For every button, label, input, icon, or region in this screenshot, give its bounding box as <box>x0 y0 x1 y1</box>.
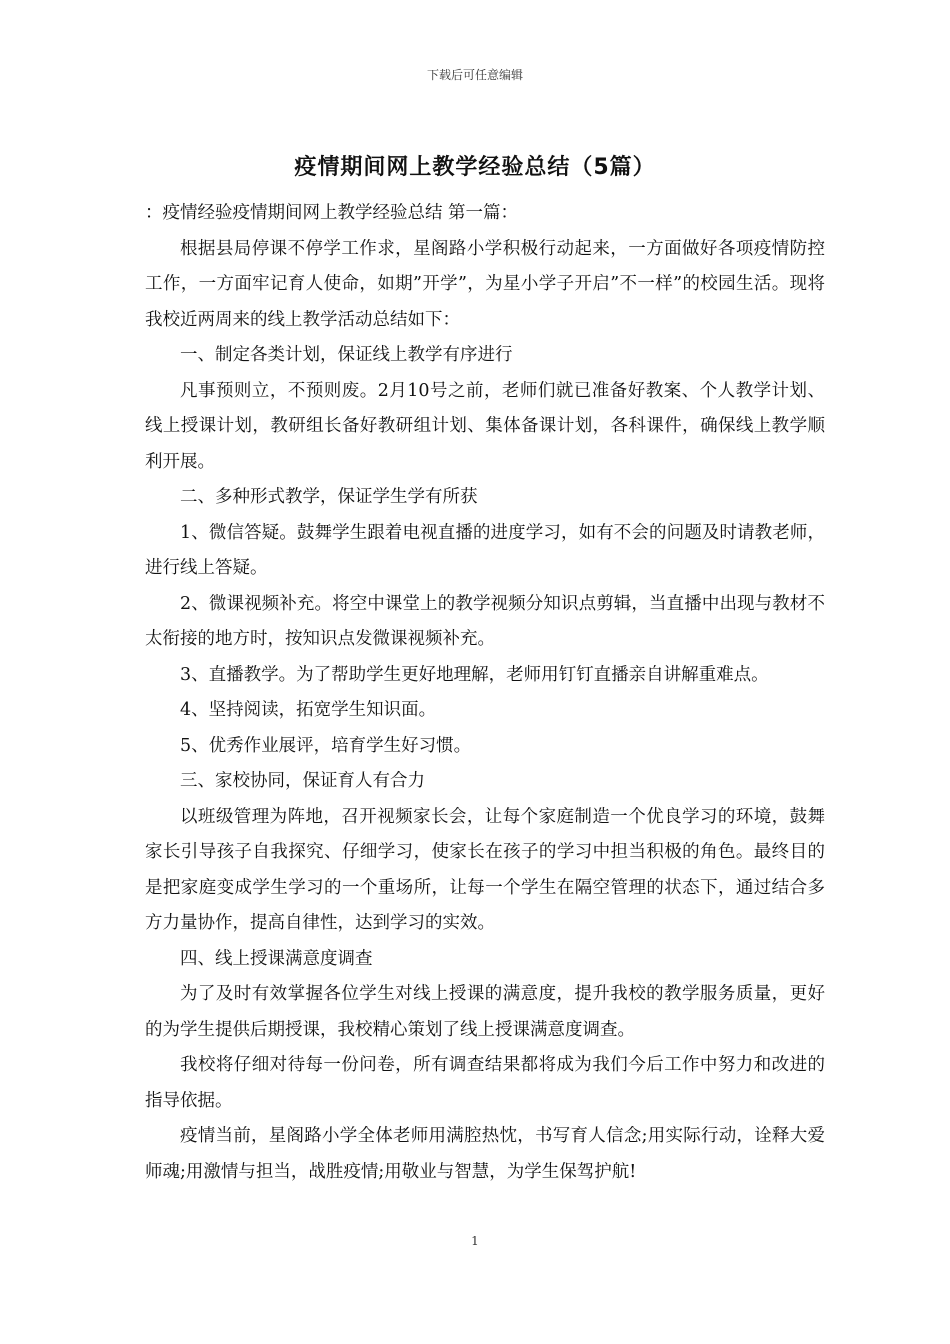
list-item: 1、微信答疑。鼓舞学生跟着电视直播的进度学习，如有不会的问题及时请教老师，进行线上答疑。 <box>145 522 825 578</box>
list-item: 5、优秀作业展评，培育学生好习惯。 <box>180 735 472 756</box>
section-heading: 二、多种形式教学，保证学生学有所获 <box>180 487 478 507</box>
list-item: 3、直播教学。为了帮助学生更好地理解，老师用钉钉直播亲自讲解重难点。 <box>180 664 769 685</box>
intro-line: ：疫情经验疫情期间网上教学经验总结 第一篇： <box>145 203 519 223</box>
paragraph: 凡事预则立，不预则废。2月10号之前，老师们就已准备好教案、个人教学计划、线上授课计划，教研组长备好教研组计划、集体备课计划，各科课件，确保线上教学顺利开展。 <box>145 380 825 472</box>
document-title: 疫情期间网上教学经验总结（5篇） <box>294 155 656 180</box>
paragraph: 以班级管理为阵地，召开视频家长会，让每个家庭制造一个优良学习的环境，鼓舞家长引导孩子自我探究、仔细学习，使家长在孩子的学习中担当积极的角色。最终目的是把家庭变成学生学习的一个重场所，让每一个学生在隔空管理的状态下，通过结合多方力量协作，提高自律性，达到学习的实效。 <box>145 806 825 933</box>
paragraph: 我校将仔细对待每一份问卷，所有调查结果都将成为我们今后工作中努力和改进的指导依据。 <box>145 1055 825 1111</box>
paragraph: 为了及时有效掌握各位学生对线上授课的满意度，提升我校的教学服务质量，更好的为学生提供后期授课，我校精心策划了线上授课满意度调查。 <box>145 984 825 1040</box>
closing-paragraph: 疫情当前，星阁路小学全体老师用满腔热忱，书写育人信念;用实际行动，诠释大爱师魂;用激情与担当，战胜疫情;用敬业与智慧，为学生保驾护航! <box>145 1126 825 1182</box>
section-heading: 四、线上授课满意度调查 <box>180 948 373 969</box>
section-heading: 三、家校协同，保证育人有合力 <box>180 771 425 791</box>
list-item: 4、坚持阅读，拓宽学生知识面。 <box>180 700 437 720</box>
page-number: 1 <box>471 1234 479 1248</box>
document-body <box>145 196 825 1190</box>
page-header: 下载后可任意编辑 <box>426 68 523 82</box>
section-heading: 一、制定各类计划，保证线上教学有序进行 <box>180 345 513 365</box>
paragraph: 根据县局停课不停学工作求，星阁路小学积极行动起来，一方面做好各项疫情防控工作，一方面牢记育人使命，如期”开学”，为星小学子开启”不一样”的校园生活。现将我校近两周来的线上教学活动总结如下： <box>145 238 825 330</box>
list-item: 2、微课视频补充。将空中课堂上的教学视频分知识点剪辑，当直播中出现与教材不太衔接的地方时，按知识点发微课视频补充。 <box>145 593 825 649</box>
